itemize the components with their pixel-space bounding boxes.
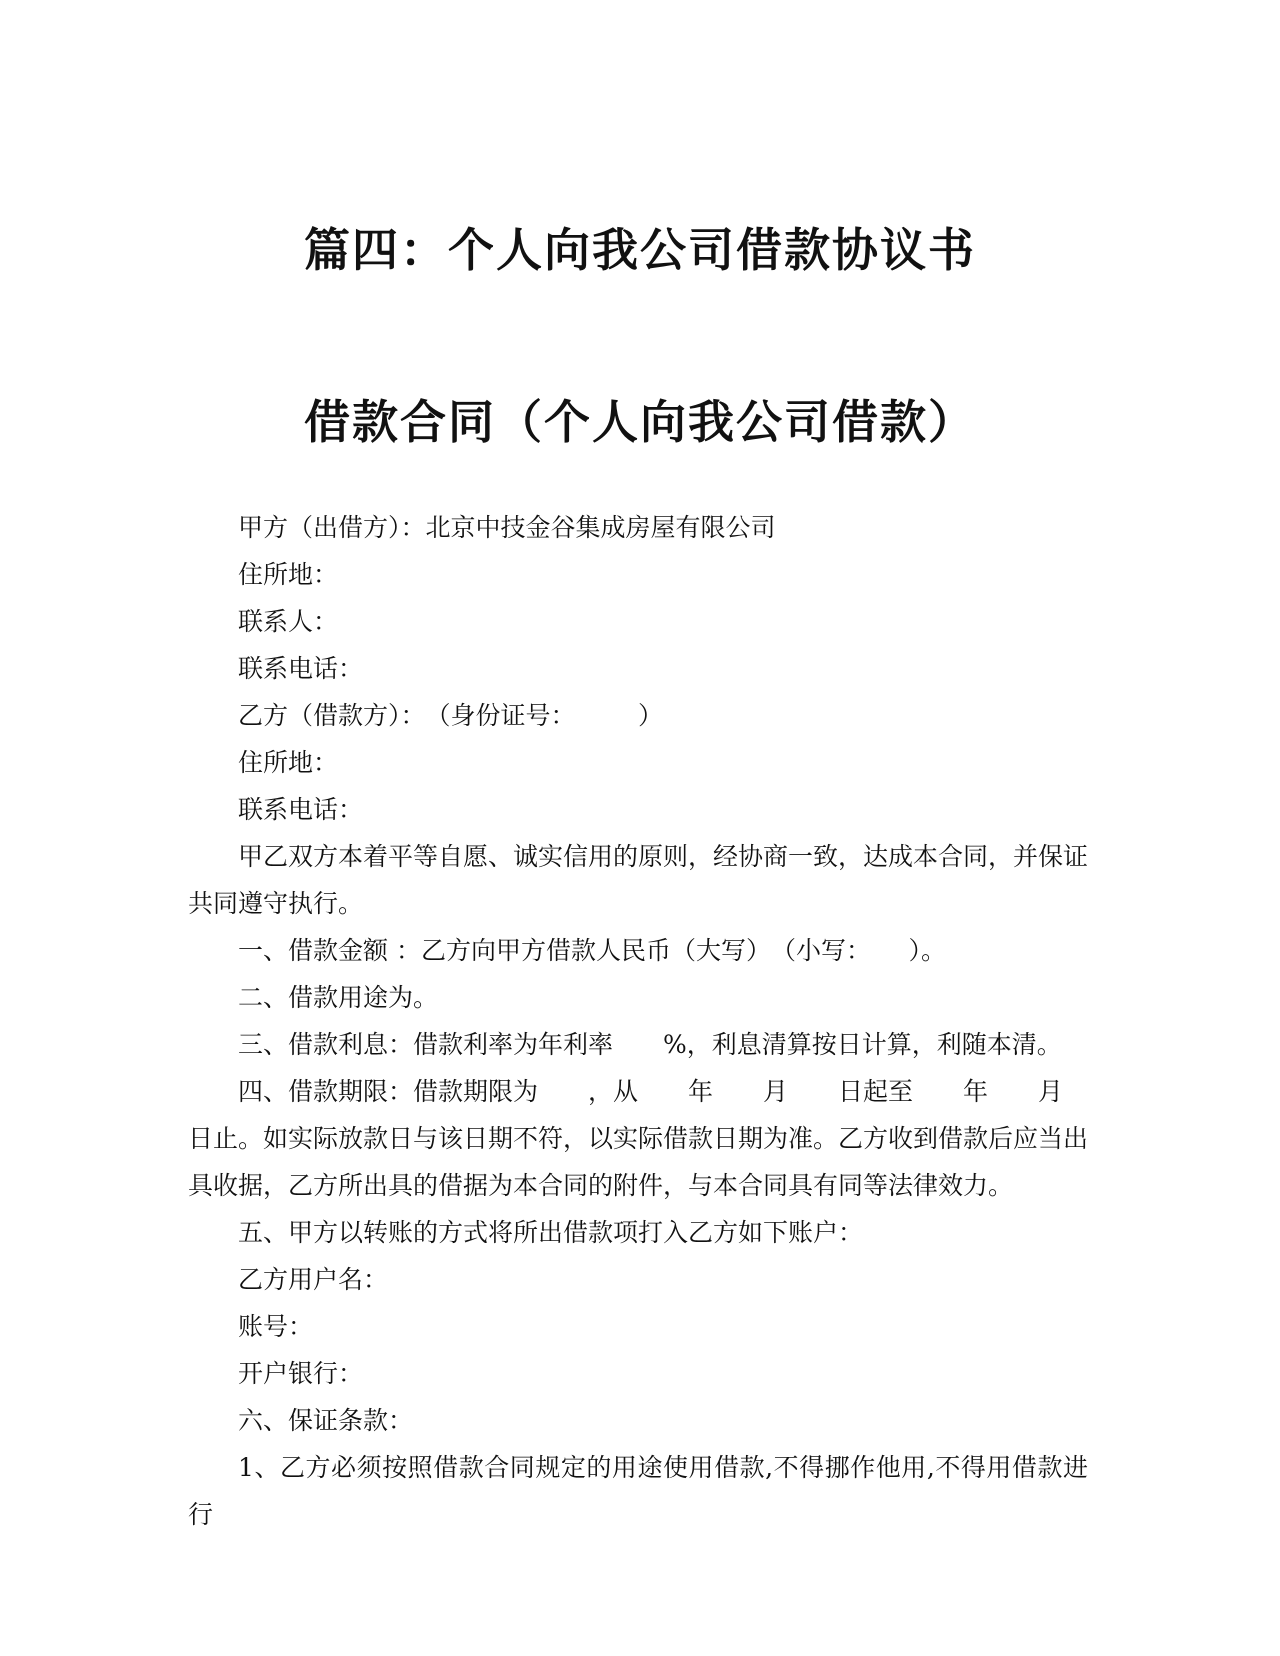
party-b-phone: 联系电话： xyxy=(238,795,364,824)
party-a-address: 住所地： xyxy=(238,560,339,589)
clause-5-transfer: 五、甲方以转账的方式将所出借款项打入乙方如下账户： xyxy=(238,1218,864,1247)
guarantee-item-1: 1、乙方必须按照借款合同规定的用途使用借款,不得挪作他用,不得用借款进行 xyxy=(188,1453,1088,1529)
contract-body xyxy=(188,504,1114,1538)
account-number: 账号： xyxy=(238,1312,314,1341)
account-name: 乙方用户名： xyxy=(238,1265,389,1294)
document-title: 篇四：个人向我公司借款协议书 xyxy=(304,223,976,277)
preamble-paragraph: 甲乙双方本着平等自愿、诚实信用的原则，经协商一致，达成本合同，并保证共同遵守执行。 xyxy=(188,842,1089,918)
clause-1-amount: 一、借款金额 ：乙方向甲方借款人民币（大写） （小写： ）。 xyxy=(238,936,946,965)
clause-3-interest: 三、借款利息：借款利率为年利率 %，利息清算按日计算，利随本清。 xyxy=(238,1030,1062,1059)
party-b-address: 住所地： xyxy=(238,748,339,777)
account-bank: 开户银行： xyxy=(238,1359,364,1388)
clause-6-guarantee: 六、保证条款： xyxy=(238,1406,414,1435)
contract-title: 借款合同（个人向我公司借款） xyxy=(304,395,976,449)
clause-2-purpose: 二、借款用途为。 xyxy=(238,983,439,1012)
party-b-line: 乙方（借款方）： （身份证号： ） xyxy=(238,701,664,730)
party-a-contact: 联系人： xyxy=(238,607,339,636)
clause-4-term: 四、借款期限：借款期限为 ，从 年 月 日起至 年 月 日止。如实际放款日与该日期不符，以实际借款日期为准。乙方收到借款后应当出具收据，乙方所出具的借据为本合同的附件，与本合同具有同等法律效力。 xyxy=(188,1077,1114,1200)
party-a-line: 甲方（出借方）：北京中技金谷集成房屋有限公司 xyxy=(238,513,776,542)
party-a-phone: 联系电话： xyxy=(238,654,364,683)
